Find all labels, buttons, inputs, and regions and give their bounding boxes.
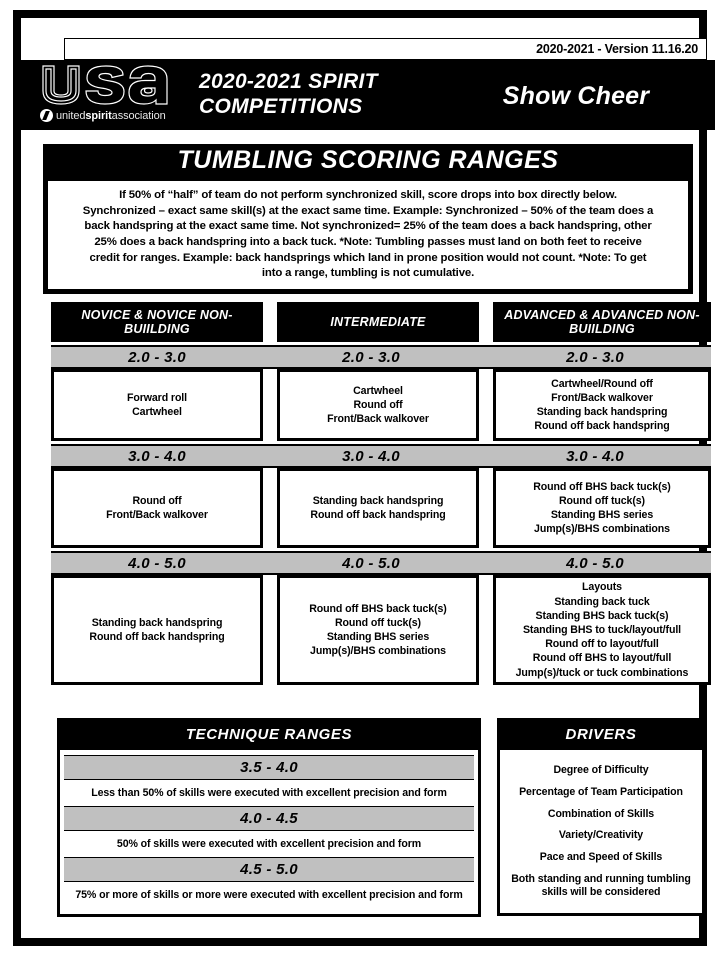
range-label: 2.0 - 3.0 [342, 348, 400, 366]
skills-cell [277, 369, 479, 441]
masthead [21, 60, 715, 130]
skills-cell [493, 468, 711, 548]
range-label: 4.0 - 5.0 [128, 554, 186, 572]
usa-logo-tagline [40, 109, 166, 122]
document-page [13, 10, 707, 946]
range-label: 2.0 - 3.0 [128, 348, 186, 366]
tumbling-ranges-grid [51, 302, 711, 685]
range-label: 4.0 - 5.0 [566, 554, 624, 572]
skills-cell [51, 369, 263, 441]
version-bar [64, 38, 707, 60]
technique-description: 50% of skills were executed with excellent precision and form [116, 838, 422, 850]
technique-range-label: 4.5 - 5.0 [64, 857, 474, 882]
intro-text: If 50% of “half” of team do not perform synchronized skill, score drops into box directly below. Synchronized – exact same skill(s) at the exact same time. Example: Synchronized – 50% of the team does a back handspring at the exact same time. Not synchronized= 25% of the team does a back handspring, other 25% does a back handspring into a back tuck. *Note: Tumbling passes must land on both feet to receive credit for ranges. Example: back handsprings which land in prone position would not count. *Note: To get into a range, tumbling is not cumulative. [82, 189, 654, 280]
skills-text: Round off BHS back tuck(s) Round off tuck(s) Standing BHS series Jump(s)/BHS combinations [533, 480, 671, 536]
skills-row-2 [51, 468, 711, 548]
skills-cell [51, 468, 263, 548]
division-title: Show Cheer [502, 82, 650, 110]
range-bar-row-1 [51, 345, 711, 369]
skills-cell [493, 575, 711, 685]
usa-logo [39, 64, 179, 128]
technique-ranges-title: TECHNIQUE RANGES [57, 718, 481, 750]
swoosh-icon [40, 109, 53, 122]
competition-title: 2020-2021 SPIRIT COMPETITIONS [199, 70, 378, 118]
skills-text: Cartwheel Round off Front/Back walkover [327, 384, 429, 426]
skills-cell [277, 468, 479, 548]
page-title: TUMBLING SCORING RANGES [43, 144, 693, 176]
driver-item: Degree of Difficulty [553, 764, 649, 777]
driver-item: Percentage of Team Participation [519, 785, 683, 798]
logo-tagline-text: unitedspiritassociation [56, 109, 166, 122]
skills-text: Cartwheel/Round off Front/Back walkover Standing back handspring Round off back handspring [534, 377, 670, 433]
level-header-advanced: ADVANCED & ADVANCED NON-BUIILDING [493, 302, 711, 342]
technique-range-label: 4.0 - 4.5 [64, 806, 474, 831]
skills-cell [493, 369, 711, 441]
intro-box [43, 176, 693, 294]
skills-text: Round off Front/Back walkover [106, 494, 208, 521]
skills-text: Round off BHS back tuck(s) Round off tuck(s) Standing BHS series Jump(s)/BHS combinations [309, 602, 447, 658]
range-label: 3.0 - 4.0 [128, 447, 186, 465]
skills-text: Standing back handspring Round off back handspring [310, 494, 446, 521]
level-header-intermediate: INTERMEDIATE [277, 302, 479, 342]
level-header-novice: NOVICE & NOVICE NON-BUIILDING [51, 302, 263, 342]
drivers-panel [497, 718, 705, 917]
driver-item: Variety/Creativity [558, 829, 644, 842]
drivers-title: DRIVERS [497, 718, 705, 750]
range-label: 3.0 - 4.0 [342, 447, 400, 465]
technique-ranges-body [57, 750, 481, 917]
skills-text: Forward roll Cartwheel [126, 391, 187, 418]
version-text: 2020-2021 - Version 11.16.20 [536, 42, 698, 56]
driver-item: Combination of Skills [547, 807, 655, 820]
skills-text: Standing back handspring Round off back handspring [89, 616, 225, 643]
technique-description: 75% or more of skills or more were executed with excellent precision and form [75, 889, 463, 901]
range-bar-row-3 [51, 551, 711, 575]
range-label: 3.0 - 4.0 [566, 447, 624, 465]
page-inner-area [21, 18, 699, 938]
skills-cell [51, 575, 263, 685]
technique-description: Less than 50% of skills were executed with excellent precision and form [91, 787, 447, 799]
range-label: 4.0 - 5.0 [342, 554, 400, 572]
usa-logo-icon [39, 64, 173, 108]
driver-item: Pace and Speed of Skills [539, 850, 663, 863]
technique-range-label: 3.5 - 4.0 [64, 755, 474, 780]
drivers-body [497, 750, 705, 916]
skills-cell [277, 575, 479, 685]
skills-row-3 [51, 575, 711, 685]
range-bar-row-2 [51, 444, 711, 468]
bottom-panels [57, 718, 705, 917]
skills-text: Layouts Standing back tuck Standing BHS back tuck(s) Standing BHS to tuck/layout/full Round off to layout/full Round off BHS to layout/full Jump(s)/tuck or tuck combinations [515, 581, 689, 679]
skills-row-1 [51, 369, 711, 441]
level-headers-row [51, 302, 711, 342]
range-label: 2.0 - 3.0 [566, 348, 624, 366]
driver-item: Both standing and running tumbling skills will be considered [511, 872, 691, 898]
technique-ranges-panel [57, 718, 481, 917]
